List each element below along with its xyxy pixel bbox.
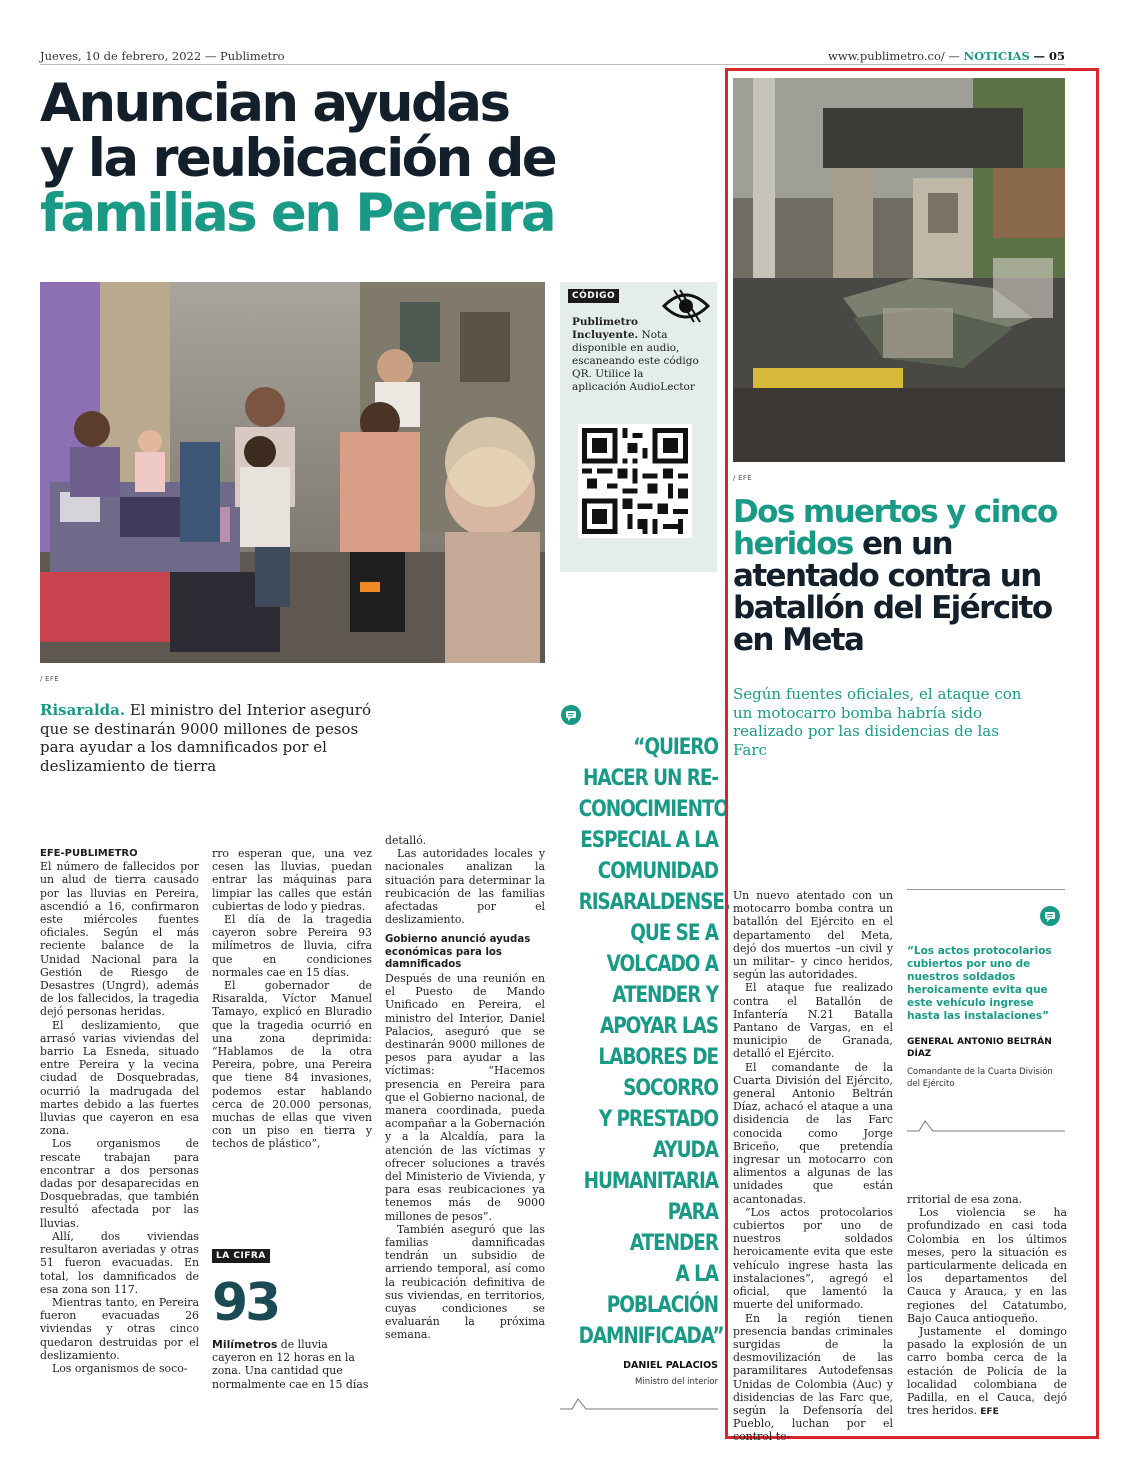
qr-code[interactable]	[578, 424, 692, 538]
side-quote-name: GENERAL ANTONIO BELTRÁN DÍAZ	[907, 1037, 1052, 1059]
side-dek: Según fuentes oficiales, el ataque con un motocarro bomba habría sido realizado por las disidencias de las Farc	[733, 685, 1022, 759]
quote-end-rule	[560, 1396, 718, 1415]
quote-line: ATENDER Y	[612, 982, 718, 1008]
paragraph: Las autoridades locales y nacionales analizan la situación para determinar la reubicación de las familias afectadas por el deslizamiento.	[385, 847, 545, 927]
quote-line: “QUIERO	[633, 734, 718, 760]
paragraph: También aseguró que las familias damnificadas tendrán un subsidio de arriendo temporal, así como la reubicación definitiva de sus viviendas, en territorios, cuyas condiciones se evaluarán la próxima semana.	[385, 1222, 545, 1342]
side-headline-rest: en un atentado contra un batallón del Ejército en Meta	[733, 526, 1052, 658]
side-pull-quote: “Los actos protocolarios cubiertos por uno de nuestros soldados heroicamente evita que este vehículo ingrese hasta las instalaciones”	[907, 945, 1052, 1022]
headline-line-2: y la reubicación de	[40, 128, 556, 189]
quote-line: PARA ATENDER	[629, 1199, 718, 1256]
quote-line: CONOCIMIENTO	[578, 796, 729, 822]
quote-line: QUE SE A	[630, 920, 718, 946]
main-lead	[40, 701, 380, 775]
byline: EFE-PUBLIMETRO	[40, 848, 138, 859]
header-rule	[40, 64, 1065, 65]
page-number: — 05	[1033, 49, 1065, 63]
paragraph: El ataque fue realizado contra el Batallón de Infantería N.21 Batalla Pantano de Vargas, en el municipio de Granada, detalló el Ejército.	[733, 981, 893, 1061]
pull-quote	[578, 732, 730, 1352]
quote-author-role: Ministro del interior	[635, 1377, 718, 1387]
main-body-col-1	[40, 847, 199, 1375]
paragraph: detalló.	[385, 834, 427, 847]
quote-line: VOLCADO A	[606, 951, 718, 977]
quote-line: AYUDA	[652, 1137, 718, 1163]
la-cifra-number: 93	[212, 1273, 279, 1333]
quote-line: POBLACIÓN	[606, 1292, 718, 1318]
paragraph: Allí, dos viviendas resultaron averiadas y otras 51 fueron evacuadas. En total, los damnificados de esa zona son 117.	[40, 1229, 199, 1296]
page-folio	[828, 49, 1065, 63]
side-headline	[733, 496, 1073, 656]
paragraph: En la región tienen presencia bandas criminales surgidas de la desmovilización de las paramilitares Autodefensas Unidas de Colombia (Auc) y disidencias de las Farc que, según la Defensoría del Pueblo, luchan por el control te-	[733, 1311, 893, 1444]
headline-line-1: Anuncian ayudas	[40, 73, 509, 134]
side-photo-credit: / EFE	[733, 474, 752, 482]
paragraph: El gobernador de Risaralda, Víctor Manuel Tamayo, explicó en Bluradio que la tragedia ocurrió en una zona deprimida: “Hablamos de la otra Pereira, pobre, una Pereira que tiene 84 invasiones, podemos estar hablando cerca de 20.000 personas, muchas de ellas que viven con un piso en tierra y techos de plástico”,	[212, 979, 372, 1151]
cifra-bold: Milímetros	[212, 1338, 278, 1351]
quote-line: HUMANITARIA	[583, 1168, 718, 1194]
quote-line: RISARALDENSE,	[578, 889, 730, 915]
issue-date: Jueves, 10 de febrero, 2022 — Publimetro	[40, 49, 285, 63]
codigo-text: Nota disponible en audio, escaneando este código QR. Utilice la aplicación AudioLector	[572, 329, 699, 393]
side-quote-role: Comandante de la Cuarta División del Ejército	[907, 1067, 1053, 1089]
paragraph	[907, 1325, 1067, 1419]
cifra-desc: de lluvia cayeron en 12 horas en la zona. Una cantidad que normalmente cae en 15 días	[212, 1338, 369, 1391]
paragraph: Los violencia se ha profundizado en casi toda Colombia en los últimos meses, pero la situación es particularmente delicada en los departamentos del Cauca y Arauca, y en las regiones del Catatumbo, Bajo Cauca antioqueño.	[907, 1206, 1067, 1325]
paragraph-text: Justamente el domingo pasado la explosión de un carro bomba cerca de la estación de Policía de la localidad colombiana de Padilla, en el Cauca, dejó tres heridos.	[907, 1325, 1067, 1418]
signoff: EFE	[980, 1407, 999, 1418]
quote-line: COMUNIDAD	[597, 858, 718, 884]
lead-text: El ministro del Interior aseguró que se destinarán 9000 millones de pesos para ayudar a los damnificados por el deslizamiento de tierra	[40, 701, 371, 775]
quote-bubble-icon	[561, 705, 581, 725]
quote-line: A LA	[675, 1261, 718, 1287]
codigo-description	[572, 316, 700, 394]
quote-line: ESPECIAL A LA	[580, 827, 718, 853]
side-quote-end-rule	[907, 1118, 1065, 1137]
paragraph: Después de una reunión en el Puesto de Mando Unificado en Pereira, el ministro del Interior, Daniel Palacios, aseguró que se destinarán 9000 millones de pesos para ayudar a las víctimas: “Hacemos presencia en Pereira para que el Gobierno nacional, de manera coordinada, pueda acompañar a la Gobernación y a la Alcaldía, para la atención de las víctimas y ofrecer soluciones a través del Ministerio de Vivienda, y para esas reubicaciones ya tenemos más de 9000 millones de pesos”.	[385, 971, 545, 1223]
quote-line: HACER UN RE-	[582, 765, 718, 791]
main-photo-credit: / EFE	[40, 675, 59, 683]
main-headline	[40, 73, 720, 244]
paragraph: rro esperan que, una vez cesen las lluvias, puedan entrar las máquinas para limpiar las calles que están cubiertas de lodo y piedras.	[212, 847, 372, 913]
codigo-tag: CÓDIGO	[568, 289, 619, 303]
la-cifra-text	[212, 1338, 372, 1391]
main-body-col-3	[385, 834, 545, 1342]
paragraph: El número de fallecidos por un alud de tierra causado por las lluvias en Pereira, ascendió a 16, confirmaron este miércoles fuentes oficiales. Según el más reciente balance de la Unidad Nacional para la Gestión de Riesgo de Desastres (Ungrd), además de los fallecidos, la tragedia dejó personas heridas.	[40, 860, 199, 1019]
bombed-checkpoint-illustration	[733, 78, 1065, 462]
codigo-box	[560, 282, 717, 572]
quote-line: Y PRESTADO	[598, 1106, 718, 1132]
quote-bubble-icon	[1040, 906, 1060, 926]
quote-line: SOCORRO	[623, 1075, 718, 1101]
quote-author-name: DANIEL PALACIOS	[623, 1360, 718, 1371]
paragraph: El día de la tragedia cayeron sobre Pereira 93 milímetros de lluvia, cifra que en condiciones normales cae en 15 días.	[212, 913, 372, 979]
side-headline-accent: Dos muertos y cinco heridos	[733, 494, 1057, 562]
paragraph: Los organismos de soco-	[52, 1361, 188, 1375]
side-quote-top-rule	[907, 889, 1065, 890]
side-body-col-2	[907, 1193, 1067, 1419]
paragraph: El deslizamiento, que arrasó varias viviendas del barrio La Esneda, situado entre Pereira y la vecina ciudad de Dosquebradas, ocurrió la madrugada del martes debido a las fuertes lluvias que cayeron en esa zona.	[40, 1018, 199, 1138]
headline-line-3: familias en Pereira	[40, 183, 554, 244]
paragraph: Mientras tanto, en Pereira fueron evacuadas 26 viviendas y otras cinco quedaron destruidas por el deslizamiento.	[40, 1295, 199, 1362]
quote-line: LABORES DE	[598, 1044, 718, 1070]
paragraph: rritorial de esa zona.	[907, 1193, 1023, 1206]
lead-keyword: Risaralda.	[40, 701, 126, 719]
codigo-bold: Publimetro Incluyente.	[572, 316, 639, 341]
paragraph: “Los actos protocolarios cubiertos por uno de nuestros soldados heroicamente evita que este vehículo ingrese hasta las instalaciones”, agregó el oficial, que lamentó la muerte del uniformado.	[733, 1205, 893, 1312]
quote-line: APOYAR LAS	[599, 1013, 718, 1039]
paragraph: Los organismos de rescate trabajan para encontrar a dos personas dadas por desaparecidas en Dosquebradas, que también resultó afectada por las lluvias.	[40, 1137, 199, 1230]
street-scene-illustration	[40, 282, 545, 663]
main-body-col-2	[212, 847, 372, 1151]
section-name: NOTICIAS	[963, 49, 1030, 63]
quote-line: DAMNIFICADA”	[578, 1323, 724, 1349]
la-cifra-tag: LA CIFRA	[212, 1249, 270, 1263]
side-body-col-1	[733, 889, 893, 1444]
subhead: Gobierno anunció ayudas económicas para los damnificados	[385, 934, 531, 971]
paragraph: Un nuevo atentado con un motocarro bomba contra un batallón del Ejército en el departamento del Meta, dejó dos muertos –un civil y un militar– y cinco heridos, según las autoridades.	[733, 889, 893, 982]
paragraph: El comandante de la Cuarta División del Ejército, general Antonio Beltrán Díaz, achacó el ataque a una disidencia de las Farc conocida como Jorge Briceño, que pretendía ingresar un motocarro con alimentos a algunas de las unidades que están acantonadas.	[733, 1060, 893, 1206]
side-photo	[733, 78, 1065, 462]
site-url: www.publimetro.co/ —	[828, 49, 960, 63]
main-photo	[40, 282, 545, 663]
